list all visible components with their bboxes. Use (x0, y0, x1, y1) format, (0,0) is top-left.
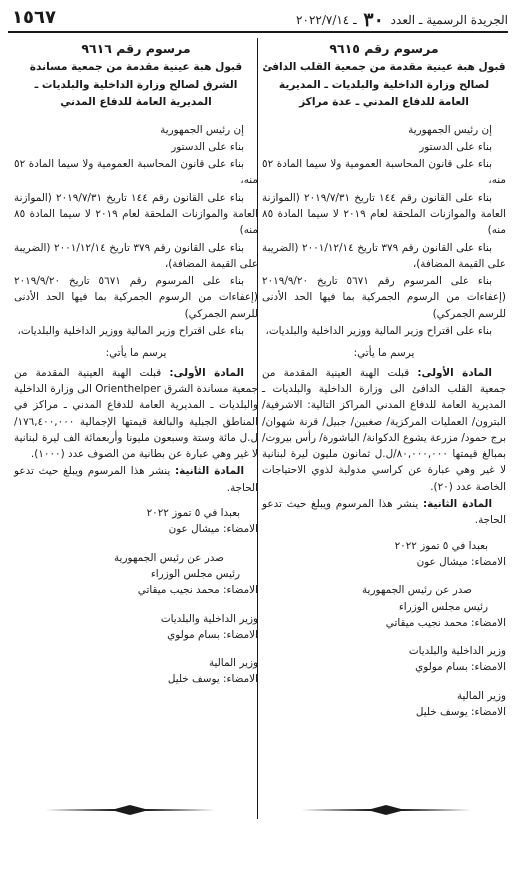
article-1 (14, 365, 258, 463)
decree-subtitle: قبول هبة عينية مقدمة من جمعية القلب الدافئ لصالح وزارة الداخلية والبلديات ـ المديرية العامة للدفاع المدني ـ عدة مراكز (262, 61, 506, 108)
signature-line: رئيس مجلس الوزراء (398, 600, 488, 613)
signature-line: بعبدا في ٥ تموز ٢٠٢٢ (146, 507, 240, 520)
preamble-line: بناء على الدستور (419, 140, 492, 153)
preamble-line: بناء على اقتراح وزير المالية ووزير الداخلية والبلديات، (265, 325, 492, 338)
decree-subtitle: قبول هبة عينية مقدمة من جمعية مساندة الشرق لصالح وزارة الداخلية والبلديات ـ المديرية العامة للدفاع المدني (29, 61, 243, 108)
end-ornament (45, 805, 215, 815)
article-label: المادة الأولى: (169, 366, 244, 379)
preamble-line: بناء على قانون المحاسبة العمومية ولا سيما المادة ٥٢ منه، (14, 158, 258, 187)
signature-line: بعبدا في ٥ تموز ٢٠٢٢ (394, 539, 488, 552)
decree-title: مرسوم رقم ٩٦١٥ (329, 41, 439, 56)
signature-line: وزير المالية (456, 689, 506, 702)
preamble-line: بناء على قانون المحاسبة العمومية ولا سيما المادة ٥٢ منه، (262, 158, 506, 187)
signature-line: الامضاء: ميشال عون (168, 523, 258, 536)
article-2 (14, 463, 258, 496)
article-1 (262, 365, 506, 495)
signature-line: الامضاء: محمد نجيب ميقاتي (137, 584, 258, 597)
preamble-line: بناء على القانون رقم ٣٧٩ تاريخ ٢٠٠١/١٢/١٤ (الضريبة على القيمة المضافة)، (262, 241, 506, 270)
decree-9616-column (14, 40, 258, 688)
article-text: قبلت الهبة العينية المقدمة من جمعية القلب الدافئ الى وزارة الداخلية والبلديات ـ المديرية العامة للدفاع المدني المراكز التالية: الاشرفية/ البترون/ العمليات المركزية/ صغبين/ جبيل/ قرنة شهوان/ برج حمود/ مزرعة يشوع الدكوانة/ الباشورة/ رأس بيروت/ بمبالغ قيمتها ٨٠,٠٠٠,٠٠٠/ل.ل ثمانون مليون ليرة لبنانية لا غير وهي عبارة عن كراسي مدولبة لذوي الاحتياجات الخاصة عدد (٢٠). (262, 366, 507, 493)
article-label: المادة الأولى: (417, 366, 492, 379)
signature-line: وزير المالية (208, 657, 258, 670)
page-number: ١٥٦٧ (12, 7, 56, 28)
decrees-line: يرسم ما يأتي: (105, 347, 167, 360)
preamble-line: إن رئيس الجمهورية (160, 123, 244, 136)
preamble-line: بناء على اقتراح وزير المالية ووزير الداخلية والبلديات، (17, 325, 244, 338)
header-rule (8, 31, 508, 33)
decrees-line: يرسم ما يأتي: (353, 347, 415, 360)
article-text: ينشر هذا المرسوم ويبلغ حيث تدعو الحاجة. (262, 498, 506, 527)
signature-line: وزير الداخلية والبلديات (408, 645, 506, 658)
decree-9615-column (262, 40, 506, 720)
preamble-line: بناء على القانون رقم ١٤٤ تاريخ ٢٠١٩/٧/٣١ (الموازنة العامة والموازنات الملحقة لعام ٢٠١٩ لا سيما المادة ٨٥ منه) (262, 191, 506, 237)
signature-line: الامضاء: يوسف خليل (167, 673, 258, 686)
preamble-line: إن رئيس الجمهورية (408, 123, 492, 136)
decree-title: مرسوم رقم ٩٦١٦ (81, 41, 191, 56)
signature-line: صدر عن رئيس الجمهورية (113, 551, 224, 564)
signature-line: الامضاء: بسام مولوي (167, 628, 258, 641)
article-text: قبلت الهبة العينية المقدمة من جمعية مساندة الشرق Orienthelper الى وزارة الداخلية والبلديات ـ المديرية العامة للدفاع المدني ـ مراكز في المناطق الجبلية والبالغة قيمتها الإجمالية ١٧٦,٤٠٠,٠٠٠/ل.ل مائة وستة وسبعون مليونا وأربعمائة الف ليرة لبنانية لا غير وهي عبارة عن بطانية من الصوف عدد (١٠٠٠). (14, 366, 258, 461)
preamble-line: بناء على المرسوم رقم ٥٦٧١ تاريخ ٢٠١٩/٩/٢٠ (إعفاءات من الرسوم الجمركية بما فيها الحد الأدنى للرسم الجمركي) (262, 275, 506, 320)
preamble-line: بناء على القانون رقم ١٤٤ تاريخ ٢٠١٩/٧/٣١ (الموازنة العامة والموازنات الملحقة لعام ٢٠١٩ لا سيما المادة ٨٥ منه) (14, 191, 258, 237)
preamble-line: بناء على الدستور (171, 140, 244, 153)
article-2 (262, 496, 506, 529)
signature-line: رئيس مجلس الوزراء (150, 567, 240, 580)
preamble-line: بناء على القانون رقم ٣٧٩ تاريخ ٢٠٠١/١٢/١٤ (الضريبة على القيمة المضافة)، (14, 241, 258, 270)
issue-number: ٣٠ (363, 9, 384, 31)
signature-line: الامضاء: محمد نجيب ميقاتي (385, 616, 506, 629)
signature-line: وزير الداخلية والبلديات (160, 612, 258, 625)
signature-line: الامضاء: بسام مولوي (415, 661, 506, 674)
signature-line: صدر عن رئيس الجمهورية (361, 584, 472, 597)
article-label: المادة الثانية: (423, 498, 493, 511)
issue-date: ـ ٢٠٢٢/٧/١٤ (296, 13, 357, 27)
journal-issue-line (296, 9, 508, 31)
end-ornament (301, 805, 471, 815)
journal-title: الجريدة الرسمية ـ العدد (390, 13, 508, 27)
page-header (8, 4, 508, 34)
signature-line: الامضاء: يوسف خليل (415, 706, 506, 718)
article-text: ينشر هذا المرسوم ويبلغ حيث تدعو الحاجة. (14, 465, 258, 494)
signature-line: الامضاء: ميشال عون (416, 555, 506, 568)
article-label: المادة الثانية: (175, 465, 245, 478)
preamble-line: بناء على المرسوم رقم ٥٦٧١ تاريخ ٢٠١٩/٩/٢٠ (إعفاءات من الرسوم الجمركية بما فيها الحد الأدنى للرسم الجمركي) (14, 275, 258, 320)
